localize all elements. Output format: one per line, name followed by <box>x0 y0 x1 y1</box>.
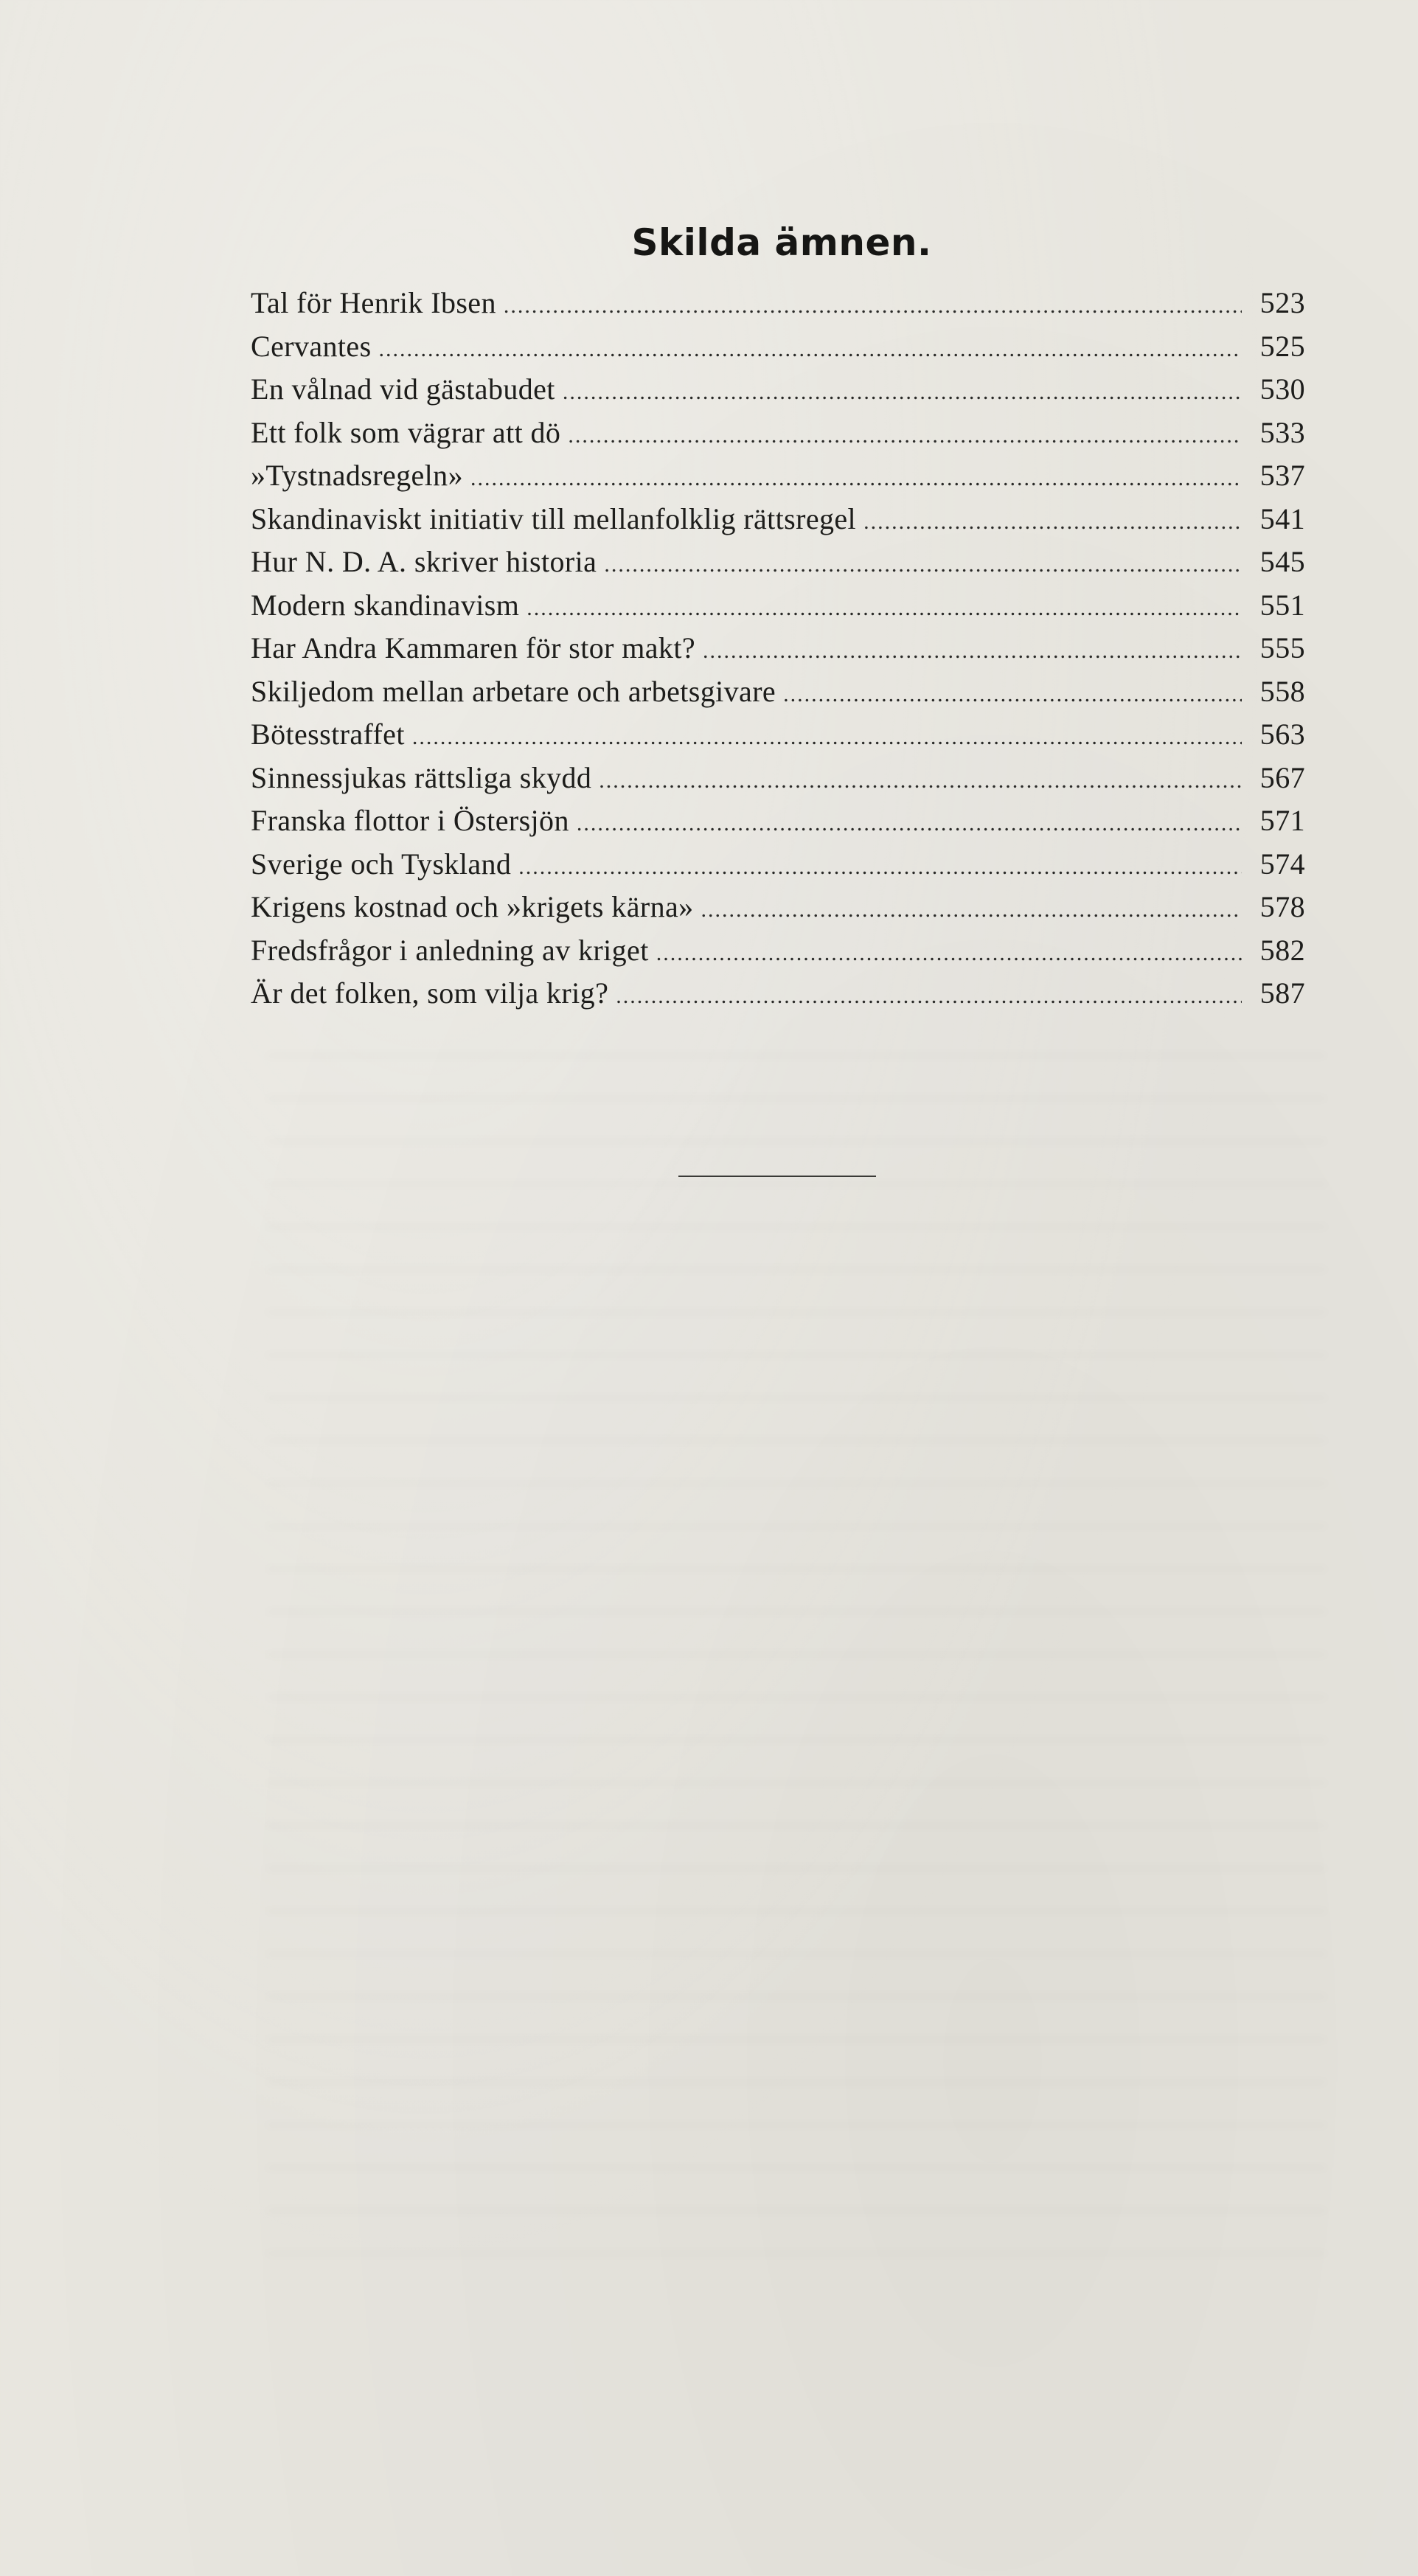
toc-entry <box>251 929 1305 973</box>
dot-leader <box>863 501 1242 544</box>
dot-leader <box>379 328 1242 372</box>
horizontal-rule <box>678 1176 876 1177</box>
toc-entry-title: Modern skandinavism <box>251 588 520 622</box>
dot-leader <box>563 371 1242 414</box>
toc-entry-title: Fredsfrågor i anledning av kriget <box>251 933 649 967</box>
toc-entry-title: Skandinaviskt initiativ till mellanfolklig rättsregel <box>251 501 857 535</box>
toc-entry <box>251 799 1305 843</box>
toc-entry-page-number: 555 <box>1259 631 1305 664</box>
toc-entry-page-number: 574 <box>1259 847 1305 881</box>
toc-entry-page-number: 530 <box>1259 372 1305 406</box>
dot-leader <box>577 802 1242 846</box>
toc-entry-title: »Tystnadsregeln» <box>251 459 463 492</box>
toc-entry-page-number: 541 <box>1259 501 1305 535</box>
toc-entry <box>251 757 1305 800</box>
dot-leader <box>412 716 1242 760</box>
dot-leader <box>526 587 1242 631</box>
toc-entry-title: Sverige och Tyskland <box>251 847 512 881</box>
toc-entry-title: En vålnad vid gästabudet <box>251 372 555 406</box>
table-of-contents <box>251 282 1305 1016</box>
toc-entry <box>251 325 1305 369</box>
toc-entry <box>251 627 1305 670</box>
dot-leader <box>568 414 1242 458</box>
toc-entry-title: Hur N. D. A. skriver historia <box>251 545 597 578</box>
toc-entry <box>251 713 1305 757</box>
toc-entry <box>251 498 1305 541</box>
dot-leader <box>599 760 1242 803</box>
dot-leader <box>604 544 1242 587</box>
toc-entry-title: Cervantes <box>251 329 372 363</box>
toc-entry-title: Bötesstraffet <box>251 718 405 751</box>
toc-entry-title: Krigens kostnad och »krigets kärna» <box>251 890 694 923</box>
toc-entry-title: Har Andra Kammaren för stor makt? <box>251 631 695 664</box>
toc-entry-page-number: 537 <box>1259 459 1305 492</box>
toc-entry-title: Franska flottor i Östersjön <box>251 804 569 837</box>
toc-entry-page-number: 551 <box>1259 588 1305 622</box>
toc-entry <box>251 454 1305 498</box>
dot-leader <box>783 673 1242 717</box>
toc-entry <box>251 368 1305 412</box>
toc-entry <box>251 972 1305 1016</box>
toc-entry-title: Är det folken, som vilja krig? <box>251 976 609 1010</box>
dot-leader <box>656 932 1242 976</box>
toc-entry-title: Tal för Henrik Ibsen <box>251 286 496 319</box>
toc-entry <box>251 282 1305 325</box>
dot-leader <box>616 975 1242 1018</box>
toc-entry-page-number: 571 <box>1259 804 1305 837</box>
toc-entry <box>251 886 1305 929</box>
dot-leader <box>703 630 1242 673</box>
toc-entry <box>251 843 1305 886</box>
toc-entry-page-number: 578 <box>1259 890 1305 923</box>
toc-entry-title: Ett folk som vägrar att dö <box>251 415 561 449</box>
dot-leader <box>701 889 1242 932</box>
toc-entry-title: Sinnessjukas rättsliga skydd <box>251 760 592 794</box>
toc-entry-page-number: 567 <box>1259 760 1305 794</box>
toc-entry <box>251 584 1305 628</box>
toc-entry-page-number: 563 <box>1259 718 1305 751</box>
toc-entry-page-number: 523 <box>1259 286 1305 319</box>
toc-entry-title: Skiljedom mellan arbetare och arbetsgivare <box>251 674 776 708</box>
toc-entry <box>251 541 1305 584</box>
section-heading: Skilda ämnen. <box>631 221 932 264</box>
toc-entry-page-number: 558 <box>1259 674 1305 708</box>
toc-entry-page-number: 533 <box>1259 415 1305 449</box>
dot-leader <box>470 457 1242 501</box>
toc-entry-page-number: 525 <box>1259 329 1305 363</box>
toc-entry <box>251 670 1305 714</box>
dot-leader <box>518 846 1242 889</box>
toc-entry-page-number: 545 <box>1259 545 1305 578</box>
toc-entry-page-number: 587 <box>1259 976 1305 1010</box>
toc-entry <box>251 412 1305 455</box>
toc-entry-page-number: 582 <box>1259 933 1305 967</box>
show-through-shadow <box>265 1055 1327 2279</box>
dot-leader <box>504 285 1242 328</box>
